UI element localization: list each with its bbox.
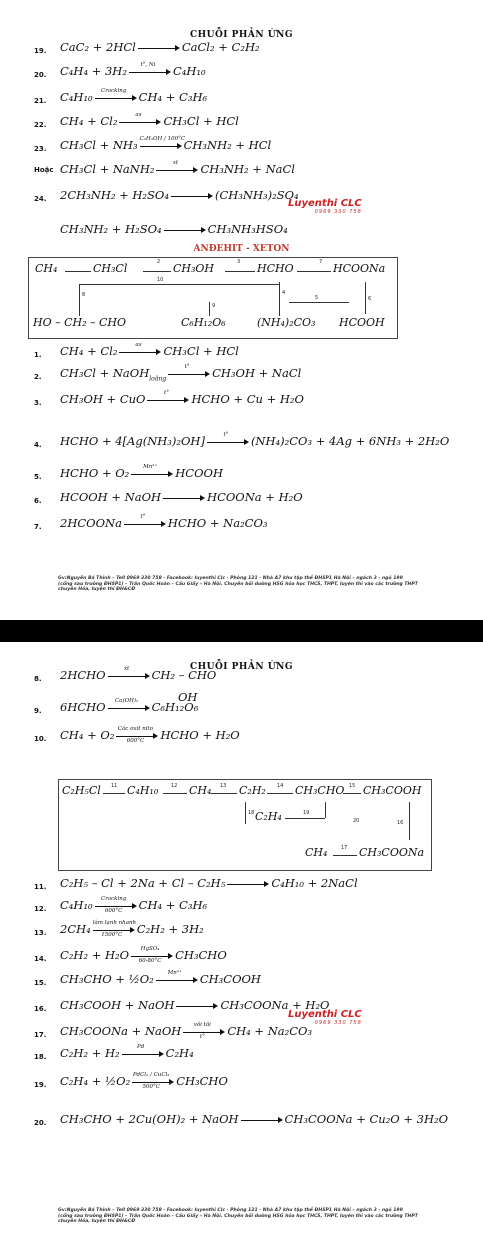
reaction-arrow [131,946,173,964]
reaction-number: 9. [34,707,42,715]
chemical-equation [60,728,240,742]
reaction-arrow [119,342,161,357]
reaction-scheme [58,779,432,871]
reaction-number: 2. [34,373,42,381]
reaction-arrow [163,493,205,503]
scheme-arrow [333,855,357,856]
scheme-step-label: 17 [341,845,348,851]
reactants: CH₃Cl + NaOH [60,366,150,380]
chemical-equation [60,344,239,358]
scheme-arrow [289,302,349,303]
reaction-number: 20. [34,1119,47,1127]
reaction-number: 10. [34,735,47,743]
scheme-node: HCHO [257,262,294,275]
scheme-node: C₂H₄ [255,810,282,823]
scheme-arrow [163,793,187,794]
chemical-equation [60,516,268,530]
scheme-step-label: 9 [212,303,216,309]
scheme-node: C₂H₅Cl [62,784,101,797]
scheme-arrow [245,802,246,824]
reactants: 2HCHO [60,668,106,682]
reactants: C₄H₁₀ [60,90,93,104]
reaction-condition: t° [140,514,146,520]
reaction-temperature: 600°C [104,908,123,914]
products: HCOOH [175,466,223,480]
reaction-condition: Các oxit nito [117,726,154,732]
scheme-step-label: 2 [157,259,161,265]
reaction-number: 7. [34,523,42,531]
reaction-number: 13. [34,929,47,937]
scheme-arrow [409,802,410,840]
products: CH₄ + C₃H₆ [138,90,208,104]
reactants: CH₃NH₂ + H₂SO₄ [60,222,162,236]
brand-watermark [288,198,362,215]
reaction-condition: Pd [137,1044,145,1050]
chemical-equation [60,188,299,202]
reaction-condition: t°, Ni [140,62,156,68]
brand-name: Luyenthi CLC [288,1009,362,1020]
reaction-number: 21. [34,97,47,105]
scheme-arrow [365,282,366,314]
reaction-arrow [122,1044,164,1059]
scheme-node: CH₃COONa [359,846,425,859]
reactants: CH₃CHO + 2Cu(OH)₂ + NaOH [60,1112,239,1126]
scheme-node: HO – CH₂ – CHO [33,316,127,329]
reactants: 2HCOONa [60,516,122,530]
reaction-arrow [116,726,158,744]
products: CaCl₂ + C₂H₂ [181,40,260,54]
scheme-step-label: 3 [237,259,241,265]
reaction-number: 19. [34,47,47,55]
products: CH₃Cl + HCl [163,114,239,128]
scheme-node: HCOOH [339,316,385,329]
scheme-arrow [65,271,91,272]
reaction-number: 8. [34,675,42,683]
scheme-node: (NH₄)₂CO₃ [257,316,316,329]
scheme-step-label: 11 [111,783,118,789]
reaction-arrow [124,514,166,529]
products: CH₃Cl + HCl [163,344,239,358]
scheme-arrow [279,282,280,316]
reaction-condition: HgSO₄ [140,946,160,952]
reactants: C₄H₄ + 3H₂ [60,64,127,78]
reactants: C₂H₂ + H₂O [60,948,130,962]
reaction-arrow [183,1022,225,1040]
footer-credit: Gv:Nguyễn Bá Thịnh – Tell 0969 330 758 - Facebook: luyenthi Clc - Phòng 121 - Nhà A7 khu tập thể ĐHSP1 Hà Nội – ngách 3 - ngõ 199 (cổng sau trường ĐHSP1) – Trần Quốc Hoàn – Cầu Giấy – Hà Nội. Chuyên bồi dưỡng HSG hóa học THCS, THPT, luyện thi vào các trường THPT chuyên Hóa, luyện thi ĐH&CĐ [58,576,418,593]
reaction-temperature: t° [199,1034,205,1040]
reaction-number: 20. [34,71,47,79]
reaction-condition: Cracking [100,896,127,902]
scheme-step-label: 4 [282,290,286,296]
scheme-step-label: 20 [353,818,360,824]
reactants: CH₄ + Cl₂ [60,344,118,358]
chemical-equation [60,434,449,448]
scheme-node: C₄H₁₀ [127,784,159,797]
chemical-equation [60,90,207,104]
page-title: CHUỖI PHẢN ỨNG [189,30,294,40]
products: CH₂ – CHO [151,668,217,682]
reaction-number: 19. [34,1081,47,1089]
reactants: 6HCHO [60,700,106,714]
products: C₂H₂ + 3H₂ [136,922,204,936]
reaction-arrow [176,1001,218,1011]
reaction-arrow [207,432,249,447]
reaction-arrow [227,879,269,889]
scheme-arrow [225,271,255,272]
brand-phone: 0969 330 758 [314,209,362,215]
reaction-condition: làm lạnh nhanh [92,920,137,926]
products: CH₃NH₂ + NaCl [200,162,295,176]
reaction-condition: t° [223,432,229,438]
reactants: CH₄ + O₂ [60,728,115,742]
reaction-condition: xt [123,666,130,672]
reaction-arrow [119,112,161,127]
reactants: CH₄ + Cl₂ [60,114,118,128]
reaction-arrow [171,191,213,201]
reaction-condition: Ca(OH)₂ [114,698,139,704]
footer-credit: Gv:Nguyễn Bá Thịnh – Tell 0969 330 758 - Facebook: luyenthi Clc - Phòng 121 - Nhà A7 khu tập thể ĐHSP1 Hà Nội – ngách 3 - ngõ 199 (cổng sau trường ĐHSP1) – Trần Quốc Hoàn – Cầu Giấy – Hà Nội. Chuyên bồi dưỡng HSG hóa học THCS, THPT, luyện thi vào các trường THPT chuyên Hóa, luyện thi ĐH&CĐ [58,1208,418,1225]
reaction-condition: vôi tôi [193,1022,211,1028]
reaction-arrow [92,920,137,938]
scheme-node: CH₃CHO [295,784,345,797]
products: CH₃NH₂ + HCl [183,138,272,152]
reaction-arrow [95,896,137,914]
scheme-node: CH₄ [189,784,212,797]
reaction-number: 22. [34,121,47,129]
reaction-scheme [28,257,398,339]
reaction-number: 24. [34,195,47,203]
reaction-number: 4. [34,441,42,449]
scheme-node: C₂H₂ [239,784,266,797]
chemical-equation [60,138,271,152]
reaction-number: 23. [34,145,47,153]
reaction-condition: Mn²⁺ [167,970,182,976]
scheme-arrow [297,271,331,272]
reactants: 2CH₄ [60,922,91,936]
scheme-step-label: 19 [303,810,310,816]
worksheet-page-2 [0,642,483,1236]
scheme-step-label: 6 [368,296,372,302]
reaction-arrow [108,698,150,713]
reactants: 2CH₃NH₂ + H₂SO₄ [60,188,169,202]
chemical-equation [60,222,288,236]
products: HCOONa + H₂O [207,490,303,504]
brand-name: Luyenthi CLC [288,198,362,209]
reactants: HCHO + O₂ [60,466,130,480]
reaction-condition: as [135,112,142,118]
reactants: C₂H₅ – Cl + 2Na + Cl – C₂H₅ [60,876,226,890]
reaction-condition: t° [184,364,190,370]
chemical-equation [60,1074,228,1088]
chemical-equation [60,392,304,406]
reaction-condition: PdCl₂ / CuCl₂ [132,1072,170,1078]
chemical-equation [60,700,198,714]
reaction-number: 1. [34,351,42,359]
scheme-step-label: 7 [319,259,323,265]
products: CH₃COOH [199,972,261,986]
products: CH₃COONa + H₂O [220,998,330,1012]
scheme-step-label: 10 [157,277,164,283]
chemical-equation [60,1024,312,1038]
scheme-arrow [211,793,237,794]
reactants: C₄H₁₀ [60,898,93,912]
reaction-number: 5. [34,473,42,481]
scheme-arrow [285,818,325,819]
chemical-equation [60,40,260,54]
chemical-equation [60,366,301,382]
reaction-number: 12. [34,905,47,913]
reactants: C₂H₂ + H₂ [60,1046,120,1060]
reaction-condition: xt [172,160,179,166]
scheme-step-label: 15 [349,783,356,789]
reactants: C₂H₄ + ½O₂ [60,1074,131,1088]
reactants: CH₃COOH + NaOH [60,998,175,1012]
chemical-equation [60,1046,194,1060]
reaction-number: 16. [34,1005,47,1013]
products: CH₃NH₃HSO₄ [207,222,288,236]
scheme-step-label: 13 [220,783,227,789]
reactants: CH₃COONa + NaOH [60,1024,182,1038]
scheme-arrow [267,793,293,794]
scheme-step-label: 8 [82,292,86,298]
alternative-label: Hoặc [34,166,54,174]
reaction-number: 15. [34,979,47,987]
chemical-equation [60,162,295,176]
scheme-arrow [343,793,361,794]
reaction-condition: Cracking [100,88,127,94]
section-heading: ANĐEHIT - XETON [193,244,290,254]
scheme-step-label: 14 [277,783,284,789]
products: CH₃OH + NaCl [212,366,302,380]
reaction-arrow [241,1115,283,1125]
products: HCHO + H₂O [160,728,240,742]
reaction-arrow [131,464,173,479]
products: (CH₃NH₃)₂SO₄ [214,188,299,202]
reaction-temperature: 500°C [142,1084,160,1090]
scheme-node: CH₄ [305,846,328,859]
products: CH₄ + C₃H₆ [138,898,208,912]
scheme-node: CH₃OH [173,262,215,275]
reaction-temperature: 1500°C [101,932,123,938]
products: HCHO + Cu + H₂O [191,392,304,406]
chemical-equation [60,948,227,962]
chemical-equation [60,898,207,912]
scheme-node: C₆H₁₂O₆ [181,316,226,329]
chemical-equation [60,1112,448,1126]
reactants: HCHO + 4[Ag(NH₃)₂OH] [60,434,205,448]
reaction-condition: C₂H₅OH / 100°C [139,136,186,142]
chemical-equation [60,922,204,936]
brand-watermark [288,1009,362,1026]
scheme-step-label: 18 [248,810,255,816]
reaction-number: 14. [34,955,47,963]
products: C₆H₁₂O₆ [151,700,199,714]
products: CH₃CHO [175,948,227,962]
reaction-arrow [138,43,180,53]
products: CH₃CHO [176,1074,228,1088]
reaction-arrow [129,62,171,77]
page-separator [0,620,483,642]
products: (NH₄)₂CO₃ + 4Ag + 6NH₃ + 2H₂O [250,434,450,448]
reaction-arrow [132,1072,174,1090]
scheme-arrow [103,793,125,794]
chemical-equation [60,972,261,986]
scheme-arrow [79,284,80,316]
scheme-node: CH₄ [35,262,58,275]
chemical-equation [60,876,358,890]
scheme-node: CH₃Cl [93,262,128,275]
chemical-equation [60,64,206,78]
scheme-node: CH₃COOH [363,784,422,797]
reactants: HCOOH + NaOH [60,490,162,504]
reactants: CH₃OH + CuO [60,392,146,406]
scheme-node: HCOONa [333,262,386,275]
reaction-arrow [156,160,198,175]
reaction-arrow [108,666,150,681]
scheme-arrow [209,302,210,316]
products: CH₃COONa + Cu₂O + 3H₂O [284,1112,449,1126]
reaction-arrow [147,390,189,405]
brand-phone: 0969 330 758 [314,1020,362,1026]
reaction-arrow [164,225,206,235]
page-title: CHUỖI PHẢN ỨNG [189,662,294,672]
reactants: CH₃Cl + NH₃ [60,138,138,152]
reaction-temperature: 60-80°C [138,958,162,964]
reaction-arrow [95,88,137,103]
substituent-group: OH [178,690,198,704]
products: CH₄ + Na₂CO₃ [227,1024,313,1038]
reaction-number: 17. [34,1031,47,1039]
scheme-arrow [143,271,171,272]
reactants: CH₃Cl + NaNH₂ [60,162,155,176]
reaction-arrow [139,136,186,151]
reaction-condition: Mn²⁺ [143,464,158,470]
scheme-step-label: 5 [315,295,319,301]
reactant-condition: loãng [149,375,167,383]
reaction-arrow [168,364,210,379]
chemical-equation [60,490,303,504]
reaction-condition: t° [164,390,169,396]
reaction-number: 3. [34,399,42,407]
reaction-number: 6. [34,497,42,505]
reaction-number: 11. [34,883,47,891]
products: C₂H₄ [165,1046,194,1060]
products: C₄H₁₀ [172,64,206,78]
scheme-step-label: 12 [171,783,178,789]
reaction-condition: as [135,342,142,348]
chemical-equation [60,466,223,480]
chemical-equation [60,114,239,128]
scheme-arrow [325,802,326,818]
reaction-number: 18. [34,1053,47,1061]
reactants: CH₃CHO + ½O₂ [60,972,154,986]
reaction-temperature: 600°C [126,738,145,744]
reaction-arrow [156,970,198,985]
scheme-arrow [79,284,279,285]
reactants: CaC₂ + 2HCl [60,40,136,54]
scheme-step-label: 16 [397,820,404,826]
products: C₄H₁₀ + 2NaCl [271,876,358,890]
products: HCHO + Na₂CO₃ [167,516,268,530]
